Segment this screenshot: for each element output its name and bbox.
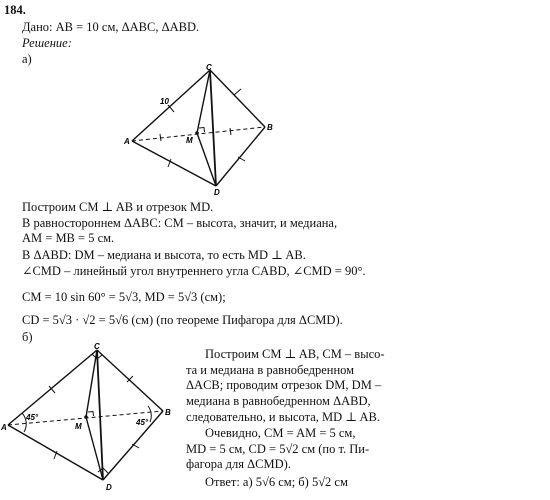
tick-cb: [234, 89, 241, 95]
line-b-4: медиана в равнобедренном ΔABD,: [186, 394, 371, 408]
point-m: [195, 131, 199, 135]
edge-ac: [8, 350, 97, 425]
problem-number: 184.: [4, 3, 26, 17]
line-a-3: AM = MB = 5 см.: [22, 231, 115, 245]
line-a-4: В ΔABD: DM – медиана и высота, то есть MD ⊥ AB.: [22, 248, 306, 262]
line-b-7: MD = 5 см, CD = 5√2 см (по т. Пи-: [186, 442, 370, 456]
line-b-2: та и медиана в равнобедренном: [186, 363, 355, 377]
edge-ad: [8, 425, 103, 480]
label-d: D: [214, 188, 220, 197]
line-a-6: CM = 10 sin 60° = 5√3, MD = 5√3 (см);: [22, 290, 226, 304]
tick-mb: [230, 128, 231, 135]
part-a-label: а): [22, 52, 32, 66]
edge-cb: [210, 70, 265, 127]
line-a-2: В равностороннем ΔABC: CM – высота, значит, и медиана,: [22, 216, 338, 230]
line-b-6: Очевидно, CM = AM = 5 см,: [205, 426, 356, 440]
solution-label: Решение:: [22, 36, 72, 50]
label-b: B: [165, 408, 171, 417]
edge-db: [216, 127, 265, 186]
label-angle-b: 45°: [136, 418, 149, 427]
edge-ad: [132, 141, 216, 186]
edge-db: [103, 411, 163, 480]
segment-cm: [86, 350, 97, 417]
edge-ac: [132, 70, 210, 141]
label-a: A: [1, 423, 7, 432]
line-b-5: следовательно, и высота, MD ⊥ AB.: [186, 410, 380, 424]
tick-am: [160, 134, 161, 141]
label-m: M: [186, 136, 193, 145]
figure-b-tetrahedron: [0, 340, 200, 500]
line-a-1: Построим CM ⊥ AB и отрезок MD.: [22, 200, 214, 214]
line-a-7: CD = 5√3 · √2 = 5√6 (см) (по теореме Пифагора для ΔCMD).: [22, 313, 343, 327]
answer-line: Ответ: а) 5√6 см; б) 5√2 см: [205, 475, 348, 489]
edge-cd: [210, 70, 216, 186]
line-b-1: Построим CM ⊥ AB, CM – высо-: [205, 347, 385, 361]
label-ten: 10: [160, 97, 169, 106]
label-angle-a: 45°: [26, 413, 39, 422]
label-b: B: [267, 123, 273, 132]
angle-arc-b: [148, 406, 151, 422]
right-angle-mark-m: [88, 412, 94, 417]
label-d: D: [106, 483, 112, 492]
part-b-label: б): [22, 330, 33, 344]
label-c: C: [206, 63, 212, 72]
label-a: A: [124, 137, 130, 146]
line-b-3: ΔACB; проводим отрезок DM, DM –: [186, 378, 382, 392]
edge-cb: [97, 350, 163, 411]
line-b-8: фагора для ΔCMD).: [186, 457, 291, 471]
label-c: C: [94, 342, 100, 351]
right-angle-mark: [199, 128, 205, 133]
given-line: Дано: AB = 10 см, ΔABC, ΔABD.: [22, 20, 200, 34]
line-a-5: ∠CMD – линейный угол внутреннего угла CABD, ∠CMD = 90°.: [22, 264, 366, 278]
label-m: M: [75, 422, 82, 431]
point-m: [84, 415, 88, 419]
figure-a-tetrahedron: [0, 0, 550, 200]
